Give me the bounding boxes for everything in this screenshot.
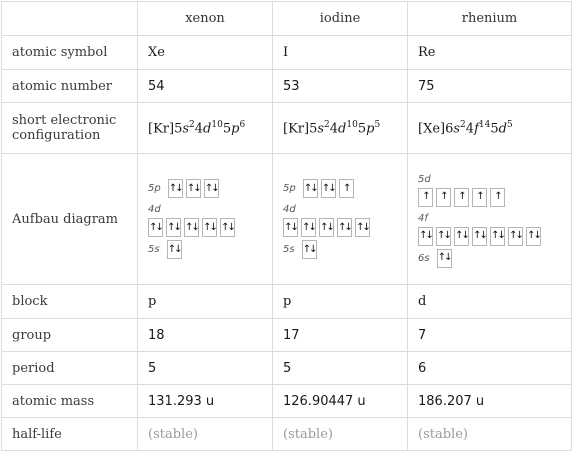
config-shell-number: 5 bbox=[357, 121, 367, 137]
shell-label: 5p bbox=[148, 183, 161, 194]
aufbau-shell bbox=[283, 179, 397, 198]
orbital-box: ↑ bbox=[454, 188, 469, 207]
cell-number-iodine: 53 bbox=[273, 70, 408, 103]
orbital-box: ↑↓ bbox=[186, 179, 201, 198]
cell-halflife-rhenium: (stable) bbox=[408, 418, 572, 451]
cell-mass-rhenium: 186.207 u bbox=[408, 385, 572, 418]
column-header-iodine: iodine bbox=[273, 2, 408, 36]
config-shell-number: 5 bbox=[490, 121, 499, 137]
config-subshell-letter: f bbox=[474, 121, 479, 137]
row-label: half-life bbox=[2, 418, 138, 451]
cell-symbol-iodine: I bbox=[273, 36, 408, 70]
orbital-box: ↑↓ bbox=[472, 227, 487, 246]
orbital-box: ↑↓ bbox=[168, 179, 183, 198]
orbital-box-row bbox=[148, 240, 262, 259]
config-core: [Kr] bbox=[148, 121, 175, 137]
aufbau-shell bbox=[283, 240, 397, 259]
orbital-box-row bbox=[418, 227, 561, 246]
config-shell-number: 5 bbox=[222, 121, 232, 137]
orbital-box-row bbox=[418, 188, 561, 207]
row-label: Aufbau diagram bbox=[2, 154, 138, 285]
orbital-box: ↑ bbox=[436, 188, 451, 207]
row-period bbox=[2, 352, 572, 385]
aufbau-shell bbox=[148, 201, 262, 237]
orbital-box: ↑↓ bbox=[337, 218, 352, 237]
config-shell-number: 4 bbox=[194, 121, 204, 137]
config-electron-count: 14 bbox=[478, 119, 491, 130]
cell-aufbau-iodine bbox=[273, 154, 408, 285]
element-comparison-table bbox=[1, 1, 572, 451]
config-electron-count: 10 bbox=[346, 119, 358, 130]
row-label: atomic symbol bbox=[2, 36, 138, 70]
orbital-box: ↑↓ bbox=[184, 218, 199, 237]
orbital-box: ↑↓ bbox=[418, 227, 433, 246]
orbital-box: ↑↓ bbox=[167, 240, 182, 259]
row-group bbox=[2, 319, 572, 352]
cell-block-iodine: p bbox=[273, 285, 408, 319]
cell-aufbau-rhenium bbox=[408, 154, 572, 285]
shell-label: 5s bbox=[148, 244, 160, 255]
orbital-box: ↑↓ bbox=[202, 218, 217, 237]
orbital-box-row bbox=[418, 249, 561, 268]
aufbau-shell bbox=[283, 201, 397, 237]
config-subshell-letter: d bbox=[338, 121, 347, 137]
orbital-box: ↑↓ bbox=[301, 218, 316, 237]
cell-symbol-xenon: Xe bbox=[138, 36, 273, 70]
orbital-box: ↑↓ bbox=[490, 227, 505, 246]
row-label: short electronic configuration bbox=[2, 103, 138, 154]
config-subshell-letter: p bbox=[231, 121, 240, 137]
orbital-box: ↑↓ bbox=[321, 179, 336, 198]
config-electron-count: 2 bbox=[189, 119, 195, 130]
config-subshell-letter: s bbox=[182, 121, 190, 137]
shell-label: 6s bbox=[418, 252, 430, 264]
config-shell-number: 5 bbox=[174, 121, 183, 137]
cell-block-rhenium: d bbox=[408, 285, 572, 319]
orbital-box: ↑↓ bbox=[436, 227, 451, 246]
orbital-box: ↑↓ bbox=[166, 218, 181, 237]
orbital-box-row bbox=[148, 179, 262, 198]
column-header-xenon: xenon bbox=[138, 2, 273, 36]
aufbau-shell bbox=[418, 210, 561, 246]
cell-mass-xenon: 131.293 u bbox=[138, 385, 273, 418]
row-label: atomic mass bbox=[2, 385, 138, 418]
config-electron-count: 2 bbox=[460, 119, 466, 130]
row-atomic-symbol bbox=[2, 36, 572, 70]
header-row bbox=[2, 2, 572, 36]
orbital-box-row bbox=[148, 218, 262, 237]
row-label: atomic number bbox=[2, 70, 138, 103]
aufbau-shell bbox=[148, 240, 262, 259]
shell-label: 4f bbox=[418, 212, 428, 224]
row-label: group bbox=[2, 319, 138, 352]
row-atomic-mass bbox=[2, 385, 572, 418]
row-electronic-configuration bbox=[2, 103, 572, 154]
orbital-box-row bbox=[283, 240, 397, 259]
cell-group-xenon: 18 bbox=[138, 319, 273, 352]
cell-period-rhenium: 6 bbox=[408, 352, 572, 385]
config-electron-count: 10 bbox=[211, 119, 223, 130]
row-block bbox=[2, 285, 572, 319]
orbital-box-row bbox=[283, 218, 397, 237]
column-header-rhenium: rhenium bbox=[408, 2, 572, 36]
config-electron-count: 6 bbox=[239, 119, 246, 130]
config-subshell-letter: s bbox=[317, 121, 325, 137]
row-atomic-number bbox=[2, 70, 572, 103]
cell-number-xenon: 54 bbox=[138, 70, 273, 103]
orbital-box: ↑↓ bbox=[437, 249, 452, 268]
cell-group-rhenium: 7 bbox=[408, 319, 572, 352]
shell-label: 4d bbox=[283, 204, 296, 215]
orbital-box: ↑↓ bbox=[303, 179, 318, 198]
config-core: [Xe] bbox=[418, 121, 446, 137]
row-aufbau-diagram bbox=[2, 154, 572, 285]
cell-aufbau-xenon bbox=[138, 154, 273, 285]
orbital-box: ↑↓ bbox=[283, 218, 298, 237]
orbital-box: ↑↓ bbox=[302, 240, 317, 259]
cell-config-iodine bbox=[273, 103, 408, 154]
cell-config-rhenium bbox=[408, 103, 572, 154]
orbital-box: ↑↓ bbox=[220, 218, 235, 237]
config-electron-count: 2 bbox=[324, 119, 330, 130]
config-subshell-letter: d bbox=[203, 121, 212, 137]
aufbau-shell bbox=[418, 249, 561, 268]
cell-halflife-iodine: (stable) bbox=[273, 418, 408, 451]
cell-symbol-rhenium: Re bbox=[408, 36, 572, 70]
config-subshell-letter: p bbox=[366, 121, 375, 137]
shell-label: 5d bbox=[418, 173, 431, 185]
orbital-box: ↑↓ bbox=[319, 218, 334, 237]
cell-block-xenon: p bbox=[138, 285, 273, 319]
orbital-box: ↑↓ bbox=[508, 227, 523, 246]
shell-label: 5p bbox=[283, 183, 296, 194]
orbital-box: ↑↓ bbox=[454, 227, 469, 246]
cell-period-xenon: 5 bbox=[138, 352, 273, 385]
config-shell-number: 4 bbox=[465, 121, 475, 137]
config-shell-number: 4 bbox=[329, 121, 339, 137]
shell-label: 5s bbox=[283, 244, 295, 255]
config-subshell-letter: s bbox=[453, 121, 461, 137]
config-electron-count: 5 bbox=[374, 119, 381, 130]
row-half-life bbox=[2, 418, 572, 451]
row-label: block bbox=[2, 285, 138, 319]
config-electron-count: 5 bbox=[506, 119, 513, 130]
orbital-box: ↑↓ bbox=[148, 218, 163, 237]
shell-label: 4d bbox=[148, 204, 161, 215]
cell-number-rhenium: 75 bbox=[408, 70, 572, 103]
orbital-box: ↑ bbox=[418, 188, 433, 207]
cell-config-xenon bbox=[138, 103, 273, 154]
cell-period-iodine: 5 bbox=[273, 352, 408, 385]
aufbau-shell bbox=[418, 171, 561, 207]
config-subshell-letter: d bbox=[498, 121, 507, 137]
config-shell-number: 5 bbox=[309, 121, 318, 137]
orbital-box: ↑ bbox=[472, 188, 487, 207]
orbital-box-row bbox=[283, 179, 397, 198]
orbital-box: ↑↓ bbox=[204, 179, 219, 198]
config-core: [Kr] bbox=[283, 121, 310, 137]
config-shell-number: 6 bbox=[445, 121, 454, 137]
orbital-box: ↑ bbox=[339, 179, 354, 198]
orbital-box: ↑ bbox=[490, 188, 505, 207]
cell-group-iodine: 17 bbox=[273, 319, 408, 352]
orbital-box: ↑↓ bbox=[526, 227, 541, 246]
orbital-box: ↑↓ bbox=[355, 218, 370, 237]
aufbau-shell bbox=[148, 179, 262, 198]
corner-cell bbox=[2, 2, 138, 36]
cell-halflife-xenon: (stable) bbox=[138, 418, 273, 451]
row-label: period bbox=[2, 352, 138, 385]
cell-mass-iodine: 126.90447 u bbox=[273, 385, 408, 418]
